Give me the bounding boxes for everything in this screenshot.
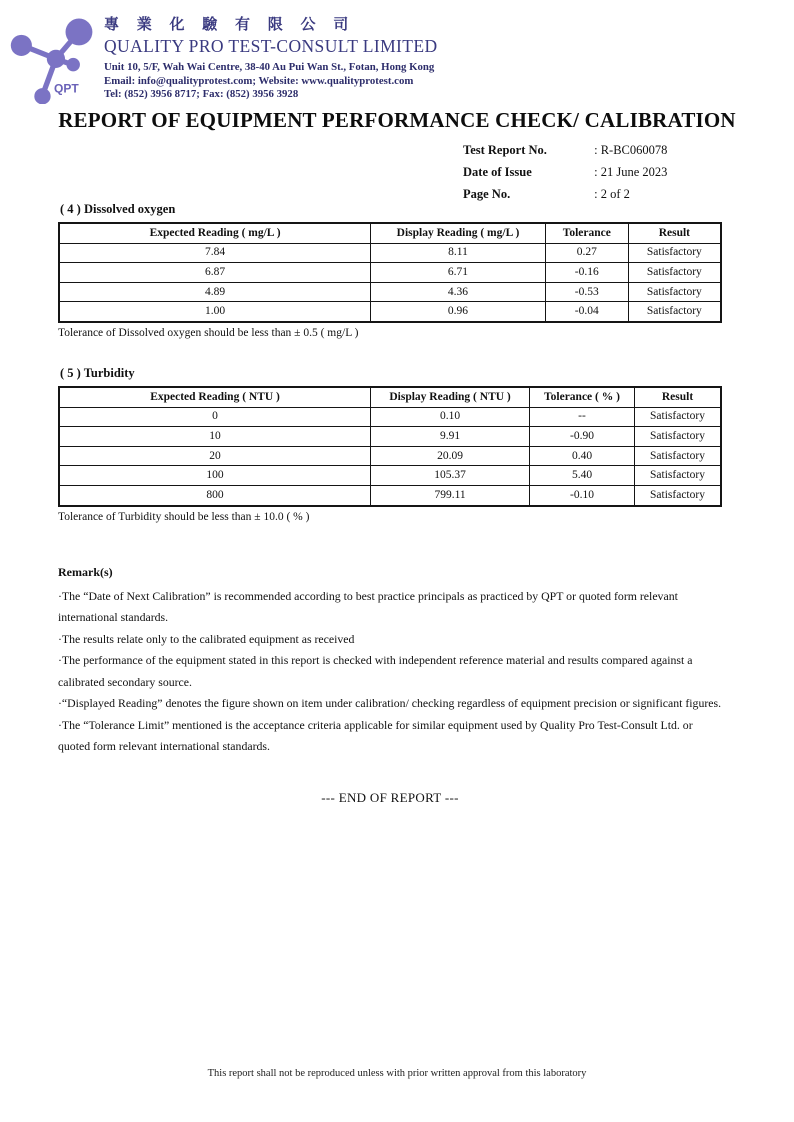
table-cell: 799.11: [371, 485, 530, 505]
table-cell: -0.04: [545, 302, 628, 322]
company-contact: Email: info@qualityprotest.com; Website: www.qualityprotest.com: [104, 74, 414, 87]
remark-item: ·The performance of the equipment stated in this report is checked with independent reference material and results compared against a calibrated secondary source.: [58, 653, 693, 689]
table-cell: 800: [59, 485, 371, 505]
report-info-label: Test Report No.: [463, 143, 547, 157]
section-turbidity: [58, 366, 722, 523]
report-info-label: Date of Issue: [463, 165, 532, 179]
table-cell: Satisfactory: [628, 302, 721, 322]
column-header: Tolerance ( % ): [530, 387, 635, 407]
table-cell: -0.53: [545, 282, 628, 302]
table-cell: 1.00: [59, 302, 371, 322]
table-cell: Satisfactory: [635, 427, 722, 447]
column-header: Expected Reading ( NTU ): [59, 387, 371, 407]
table-header-row: [59, 387, 721, 407]
table-cell: 0.10: [371, 407, 530, 427]
remarks-heading: Remark(s): [58, 564, 113, 579]
column-header: Result: [628, 223, 721, 243]
table-cell: 5.40: [530, 466, 635, 486]
table-cell: Satisfactory: [635, 485, 722, 505]
logo-qpt-text: QPT: [54, 81, 79, 96]
table-cell: Satisfactory: [635, 407, 722, 427]
column-header: Result: [635, 387, 722, 407]
table-row: [59, 407, 721, 427]
section-heading: ( 4 ) Dissolved oxygen: [60, 202, 176, 216]
table-cell: Satisfactory: [635, 446, 722, 466]
table-cell: 0: [59, 407, 371, 427]
table-cell: 7.84: [59, 243, 371, 263]
footer-disclaimer: This report shall not be reproduced unless with prior written approval from this laboratory: [207, 1068, 587, 1079]
table-row: [59, 485, 721, 505]
remark-item: ·The “Date of Next Calibration” is recommended according to best practice principals as practiced by QPT or quoted form relevant international standards.: [58, 588, 678, 625]
table-cell: --: [530, 407, 635, 427]
table-cell: 6.71: [371, 263, 546, 283]
remarks-section: [58, 565, 722, 758]
report-info-block: [463, 139, 667, 205]
section-dissolved-oxygen: [58, 202, 722, 339]
column-header: Expected Reading ( mg/L ): [59, 223, 371, 243]
company-name-chinese: 專 業 化 驗 有 限 公 司: [104, 17, 356, 33]
letterhead: [104, 13, 437, 102]
table-cell: Satisfactory: [628, 282, 721, 302]
tolerance-note: Tolerance of Turbidity should be less than ± 10.0 ( % ): [58, 510, 310, 523]
table-cell: Satisfactory: [635, 466, 722, 486]
table-cell: 0.40: [530, 446, 635, 466]
table-cell: 100: [59, 466, 371, 486]
table-cell: Satisfactory: [628, 263, 721, 283]
remark-item: ·The “Tolerance Limit” mentioned is the acceptance criteria applicable for similar equipment used by Quality Pro Test-Consult Ltd. or quoted form relevant international standards.: [58, 717, 693, 754]
tolerance-note: Tolerance of Dissolved oxygen should be less than ± 0.5 ( mg/L ): [58, 326, 359, 339]
section-heading: ( 5 ) Turbidity: [60, 365, 135, 380]
end-of-report: --- END OF REPORT ---: [321, 789, 459, 805]
table-cell: -0.10: [530, 485, 635, 505]
report-info-row: [463, 139, 667, 161]
table-row: [59, 263, 721, 283]
table-row: [59, 466, 721, 486]
column-header: Display Reading ( mg/L ): [371, 223, 546, 243]
table-cell: 0.96: [371, 302, 546, 322]
table-cell: 20.09: [371, 446, 530, 466]
remark-item: ·The results relate only to the calibrated equipment as received: [58, 631, 355, 646]
report-info-value: : 2 of 2: [594, 187, 630, 201]
table-cell: Satisfactory: [628, 243, 721, 263]
table-cell: -0.16: [545, 263, 628, 283]
report-info-value: : 21 June 2023: [594, 165, 668, 179]
table-cell: 4.36: [371, 282, 546, 302]
company-address: Unit 10, 5/F, Wah Wai Centre, 38-40 Au Pui Wan St., Fotan, Hong Kong: [104, 61, 435, 73]
remark-item: ·“Displayed Reading” denotes the figure shown on item under calibration/ checking regardless of equipment precision or significant figures.: [58, 696, 722, 711]
report-info-row: [463, 161, 667, 183]
table-row: [59, 427, 721, 447]
table-cell: 8.11: [371, 243, 546, 263]
table-row: [59, 282, 721, 302]
table-cell: 20: [59, 446, 371, 466]
dissolved-oxygen-table: [58, 222, 722, 323]
table-row: [59, 302, 721, 322]
remarks-list: [58, 586, 722, 758]
table-cell: 6.87: [59, 263, 371, 283]
column-header: Tolerance: [545, 223, 628, 243]
company-name: QUALITY PRO TEST-CONSULT LIMITED: [104, 36, 438, 56]
table-cell: 4.89: [59, 282, 371, 302]
report-info-value: : R-BC060078: [594, 143, 668, 157]
column-header: Display Reading ( NTU ): [371, 387, 530, 407]
table-cell: 10: [59, 427, 371, 447]
turbidity-table: [58, 386, 722, 507]
table-row: [59, 243, 721, 263]
table-row: [59, 446, 721, 466]
report-title: REPORT OF EQUIPMENT PERFORMANCE CHECK/ CALIBRATION: [58, 108, 736, 132]
table-cell: 105.37: [371, 466, 530, 486]
table-cell: -0.90: [530, 427, 635, 447]
report-info-label: Page No.: [463, 187, 511, 201]
table-cell: 0.27: [545, 243, 628, 263]
table-cell: 9.91: [371, 427, 530, 447]
table-header-row: [59, 223, 721, 243]
qpt-molecule-logo: [6, 6, 102, 104]
report-content: [58, 202, 722, 806]
company-phone: Tel: (852) 3956 8717; Fax: (852) 3956 3928: [104, 88, 299, 100]
